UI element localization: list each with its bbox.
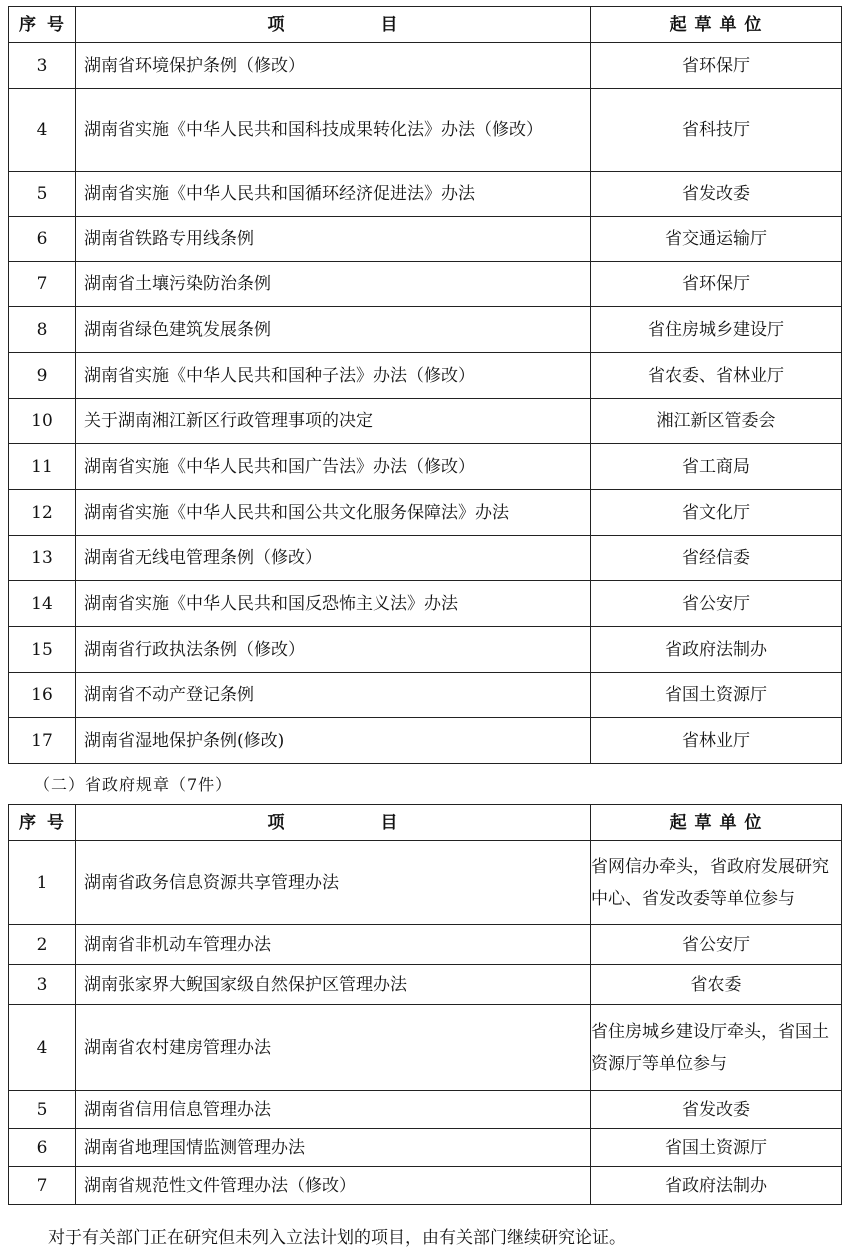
table-row (9, 627, 842, 673)
row-unit: 省住房城乡建设厅 (591, 307, 842, 353)
table-row (9, 925, 842, 965)
row-no: 14 (9, 581, 76, 627)
table-row (9, 965, 842, 1005)
row-no: 7 (9, 1167, 76, 1205)
table-row (9, 217, 842, 262)
row-item: 湖南省绿色建筑发展条例 (76, 307, 591, 353)
row-unit: 省政府法制办 (591, 1167, 842, 1205)
table-row (9, 353, 842, 399)
row-no: 17 (9, 718, 76, 764)
header-unit: 起 草 单 位 (591, 7, 842, 43)
header-no: 序 号 (9, 805, 76, 841)
table-row (9, 43, 842, 89)
table-row (9, 262, 842, 307)
row-unit: 省农委 (591, 965, 842, 1005)
row-unit: 省国土资源厅 (591, 673, 842, 718)
row-item: 湖南省行政执法条例（修改） (76, 627, 591, 673)
row-item: 湖南省环境保护条例（修改） (76, 43, 591, 89)
row-no: 5 (9, 1091, 76, 1129)
table-row (9, 581, 842, 627)
table-row (9, 89, 842, 172)
header-item: 项 目 (76, 7, 591, 43)
row-unit: 省经信委 (591, 536, 842, 581)
row-item: 湖南省土壤污染防治条例 (76, 262, 591, 307)
table-header-row (9, 805, 842, 841)
table-row (9, 399, 842, 444)
table-row (9, 536, 842, 581)
row-unit: 省网信办牵头，省政府发展研究中心、省发改委等单位参与 (591, 841, 842, 925)
row-no: 7 (9, 262, 76, 307)
row-no: 11 (9, 444, 76, 490)
row-unit: 湘江新区管委会 (591, 399, 842, 444)
row-item: 湖南省规范性文件管理办法（修改） (76, 1167, 591, 1205)
table-row (9, 673, 842, 718)
row-unit: 省发改委 (591, 172, 842, 217)
footnote-text: 对于有关部门正在研究但未列入立法计划的项目，由有关部门继续研究论证。 (48, 1228, 626, 1248)
row-item: 湖南省铁路专用线条例 (76, 217, 591, 262)
row-unit: 省公安厅 (591, 581, 842, 627)
table-row (9, 444, 842, 490)
row-item: 湖南省不动产登记条例 (76, 673, 591, 718)
row-unit: 省文化厅 (591, 490, 842, 536)
table-row (9, 1005, 842, 1091)
table-header-row (9, 7, 842, 43)
row-unit: 省政府法制办 (591, 627, 842, 673)
row-no: 6 (9, 1129, 76, 1167)
row-unit: 省国土资源厅 (591, 1129, 842, 1167)
row-unit: 省交通运输厅 (591, 217, 842, 262)
row-no: 6 (9, 217, 76, 262)
row-unit: 省科技厅 (591, 89, 842, 172)
row-unit: 省发改委 (591, 1091, 842, 1129)
row-item: 湖南张家界大鲵国家级自然保护区管理办法 (76, 965, 591, 1005)
row-item: 湖南省实施《中华人民共和国种子法》办法（修改） (76, 353, 591, 399)
row-item: 湖南省实施《中华人民共和国广告法》办法（修改） (76, 444, 591, 490)
row-no: 15 (9, 627, 76, 673)
row-no: 3 (9, 43, 76, 89)
header-no: 序 号 (9, 7, 76, 43)
table-row (9, 490, 842, 536)
row-item: 湖南省政务信息资源共享管理办法 (76, 841, 591, 925)
row-unit: 省工商局 (591, 444, 842, 490)
row-item: 关于湖南湘江新区行政管理事项的决定 (76, 399, 591, 444)
row-item: 湖南省实施《中华人民共和国科技成果转化法》办法（修改） (76, 89, 591, 172)
row-item: 湖南省信用信息管理办法 (76, 1091, 591, 1129)
row-no: 16 (9, 673, 76, 718)
row-no: 5 (9, 172, 76, 217)
row-item: 湖南省实施《中华人民共和国循环经济促进法》办法 (76, 172, 591, 217)
header-item: 项 目 (76, 805, 591, 841)
row-unit: 省公安厅 (591, 925, 842, 965)
regulations-table (8, 6, 842, 764)
row-item: 湖南省实施《中华人民共和国公共文化服务保障法》办法 (76, 490, 591, 536)
row-item: 湖南省实施《中华人民共和国反恐怖主义法》办法 (76, 581, 591, 627)
row-no: 3 (9, 965, 76, 1005)
row-unit: 省环保厅 (591, 262, 842, 307)
row-item: 湖南省农村建房管理办法 (76, 1005, 591, 1091)
table-row (9, 172, 842, 217)
header-unit: 起 草 单 位 (591, 805, 842, 841)
row-item: 湖南省无线电管理条例（修改） (76, 536, 591, 581)
row-no: 8 (9, 307, 76, 353)
row-no: 13 (9, 536, 76, 581)
section-heading: （二）省政府规章（7件） (34, 775, 233, 794)
row-no: 9 (9, 353, 76, 399)
table-row (9, 1091, 842, 1129)
rules-table (8, 804, 842, 1205)
row-no: 4 (9, 1005, 76, 1091)
row-unit: 省农委、省林业厅 (591, 353, 842, 399)
row-item: 湖南省非机动车管理办法 (76, 925, 591, 965)
row-item: 湖南省湿地保护条例(修改) (76, 718, 591, 764)
row-no: 10 (9, 399, 76, 444)
table-row (9, 718, 842, 764)
row-no: 1 (9, 841, 76, 925)
row-unit: 省林业厅 (591, 718, 842, 764)
row-no: 12 (9, 490, 76, 536)
row-no: 2 (9, 925, 76, 965)
row-item: 湖南省地理国情监测管理办法 (76, 1129, 591, 1167)
table-row (9, 841, 842, 925)
row-no: 4 (9, 89, 76, 172)
table-row (9, 307, 842, 353)
table-row (9, 1129, 842, 1167)
table-row (9, 1167, 842, 1205)
row-unit: 省住房城乡建设厅牵头，省国土资源厅等单位参与 (591, 1005, 842, 1091)
row-unit: 省环保厅 (591, 43, 842, 89)
